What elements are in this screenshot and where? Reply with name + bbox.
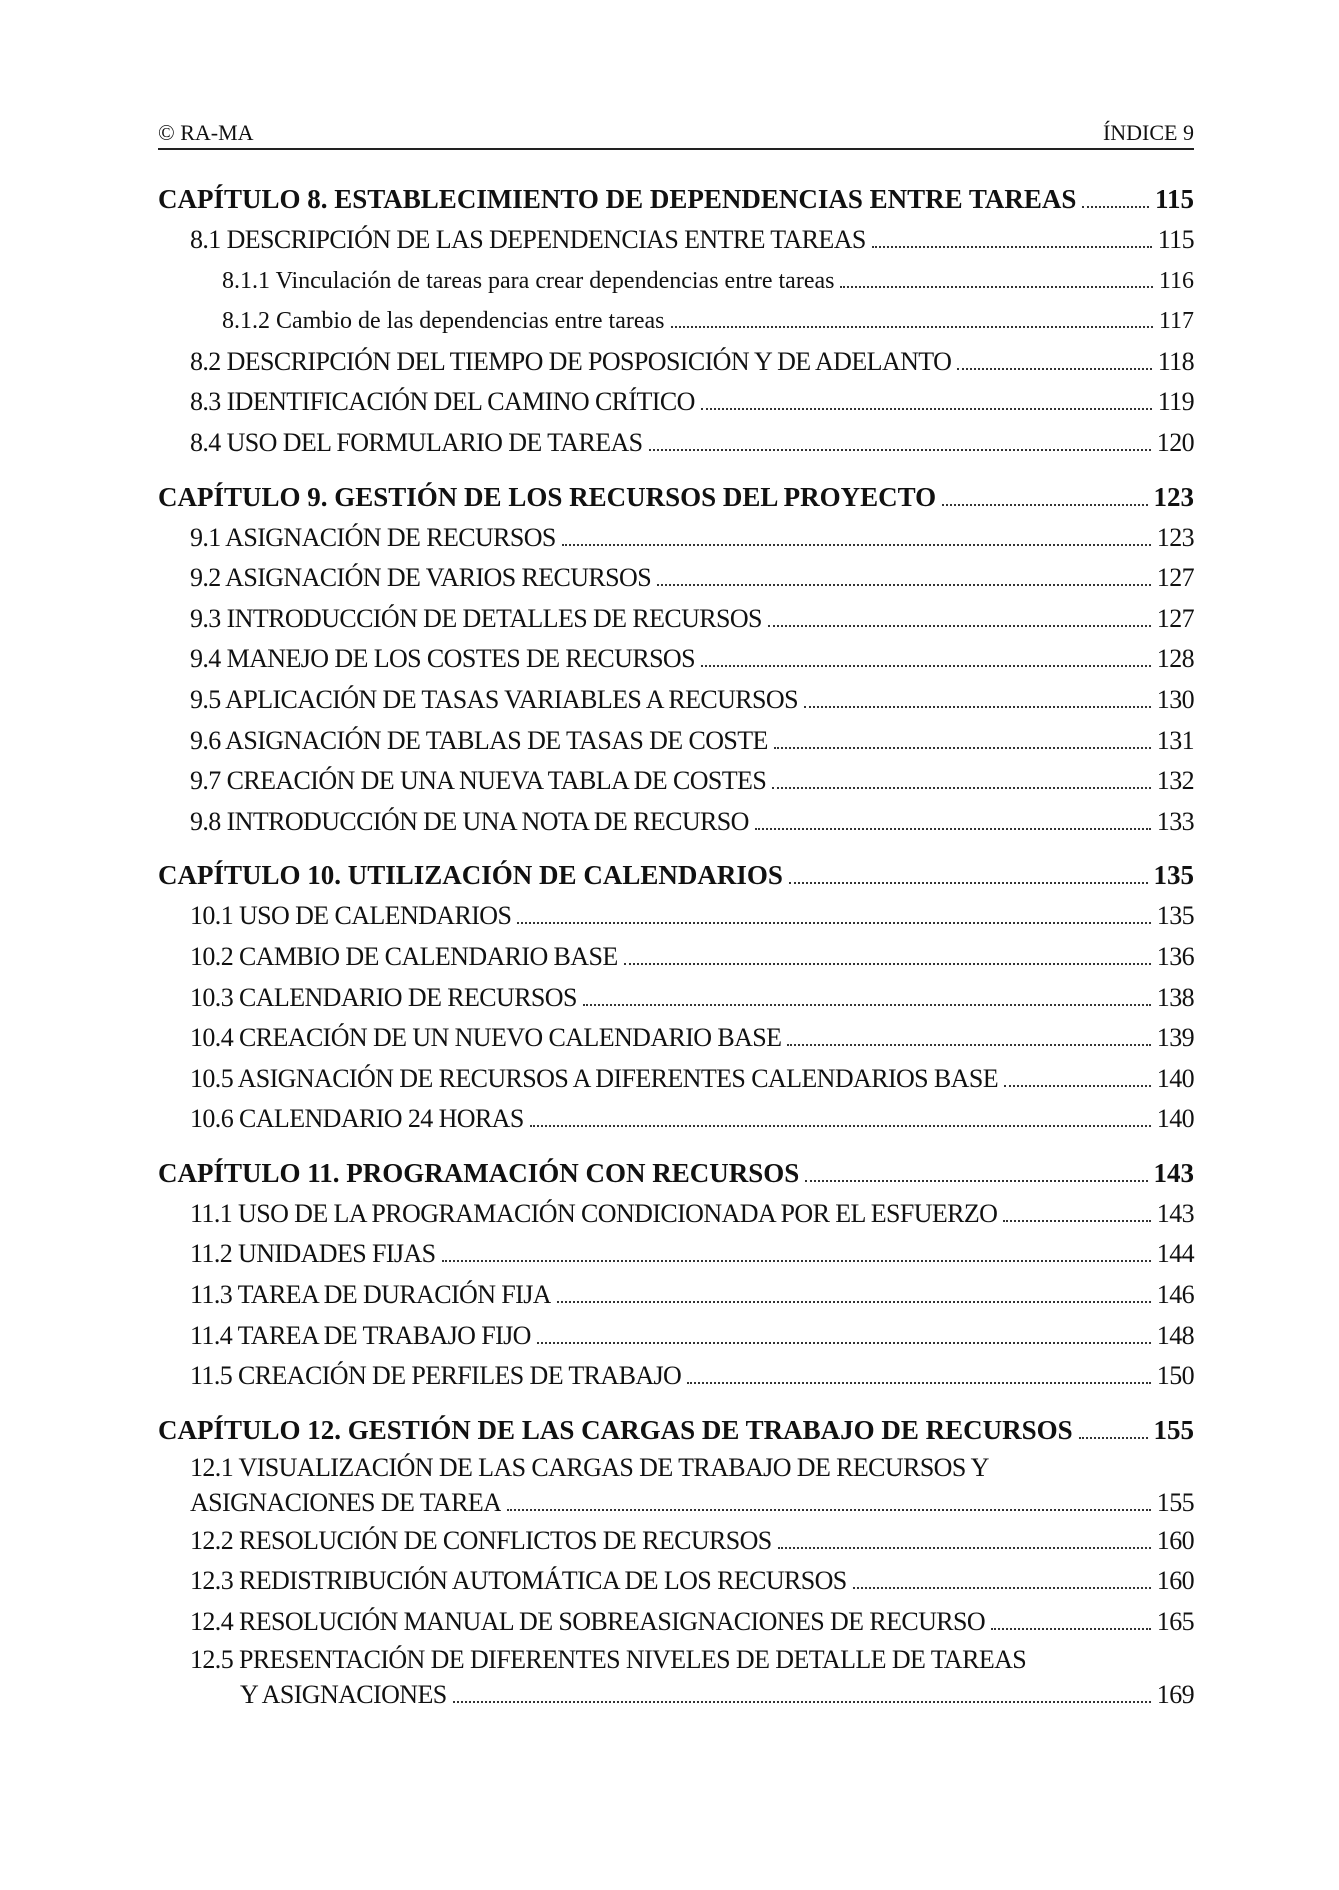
toc-entry[interactable]: 10.4 CREACIÓN DE UN NUEVO CALENDARIO BASE 139 <box>190 1023 1194 1053</box>
toc-entry[interactable]: 12.3 REDISTRIBUCIÓN AUTOMÁTICA DE LOS RECURSOS 160 <box>190 1566 1194 1596</box>
toc-entry[interactable]: 10.6 CALENDARIO 24 HORAS 140 <box>190 1104 1194 1134</box>
toc-entry[interactable]: 11.2 UNIDADES FIJAS 144 <box>190 1239 1194 1269</box>
toc-entry[interactable]: 8.4 USO DEL FORMULARIO DE TAREAS 120 <box>190 427 1194 457</box>
dot-leader <box>991 1628 1151 1630</box>
toc-subentry[interactable]: 8.1.1 Vinculación de tareas para crear dependencias entre tareas 116 <box>222 267 1194 294</box>
toc-entry[interactable]: 9.6 ASIGNACIÓN DE TABLAS DE TASAS DE COSTE 131 <box>190 725 1194 755</box>
toc-entry[interactable]: 12.2 RESOLUCIÓN DE CONFLICTOS DE RECURSOS 160 <box>190 1525 1194 1555</box>
chapter-heading[interactable]: CAPÍTULO 12. GESTIÓN DE LAS CARGAS DE TRABAJO DE RECURSOS 155 <box>158 1414 1194 1445</box>
dot-leader <box>517 922 1150 924</box>
dot-leader <box>530 1125 1151 1127</box>
dot-leader <box>805 1180 1147 1182</box>
page-header-index: ÍNDICE 9 <box>1102 120 1194 145</box>
dot-leader <box>787 1044 1150 1046</box>
chapter-heading[interactable]: CAPÍTULO 10. UTILIZACIÓN DE CALENDARIOS 135 <box>158 860 1194 891</box>
toc-entry-multiline[interactable]: 12.5 PRESENTACIÓN DE DIFERENTES NIVELES DE DETALLE DE TAREAS Y ASIGNACIONES 169 <box>158 1643 1194 1713</box>
dot-leader <box>562 544 1151 546</box>
toc-entry-continuation: ASIGNACIONES DE TAREA 155 <box>190 1487 1194 1517</box>
dot-leader <box>557 1301 1151 1303</box>
toc-entry-continuation: Y ASIGNACIONES 169 <box>240 1679 1194 1709</box>
chapter-9 <box>158 476 1194 843</box>
publisher-mark: © RA-MA <box>158 120 254 145</box>
dot-leader <box>755 828 1151 830</box>
toc-entry[interactable]: 8.2 DESCRIPCIÓN DEL TIEMPO DE POSPOSICIÓN Y DE ADELANTO 118 <box>190 346 1194 376</box>
dot-leader <box>583 1004 1151 1006</box>
dot-leader <box>804 706 1151 708</box>
chapter-heading[interactable]: CAPÍTULO 9. GESTIÓN DE LOS RECURSOS DEL PROYECTO 123 <box>158 481 1194 512</box>
dot-leader <box>957 368 1152 370</box>
toc-entry[interactable]: 11.4 TAREA DE TRABAJO FIJO 148 <box>190 1320 1194 1350</box>
toc-entry[interactable]: 9.7 CREACIÓN DE UNA NUEVA TABLA DE COSTES 132 <box>190 766 1194 796</box>
dot-leader <box>701 665 1151 667</box>
dot-leader <box>1003 1220 1150 1222</box>
dot-leader <box>687 1382 1151 1384</box>
dot-leader <box>942 504 1147 506</box>
dot-leader <box>624 963 1151 965</box>
chapter-11 <box>158 1152 1194 1397</box>
running-header <box>158 118 1194 150</box>
toc-subentry[interactable]: 8.1.2 Cambio de las dependencias entre tareas 117 <box>222 308 1194 335</box>
chapter-heading[interactable]: CAPÍTULO 11. PROGRAMACIÓN CON RECURSOS 143 <box>158 1157 1194 1188</box>
toc-entry[interactable]: 9.8 INTRODUCCIÓN DE UNA NOTA DE RECURSO 133 <box>190 806 1194 836</box>
chapter-12 <box>158 1409 1194 1713</box>
table-of-contents <box>158 178 1194 1725</box>
dot-leader <box>649 449 1151 451</box>
toc-entry[interactable]: 10.1 USO DE CALENDARIOS 135 <box>190 901 1194 931</box>
toc-entry[interactable]: 9.4 MANEJO DE LOS COSTES DE RECURSOS 128 <box>190 644 1194 674</box>
chapter-8 <box>158 178 1194 464</box>
toc-entry[interactable]: 11.5 CREACIÓN DE PERFILES DE TRABAJO 150 <box>190 1361 1194 1391</box>
dot-leader <box>768 625 1151 627</box>
dot-leader <box>657 584 1151 586</box>
toc-entry[interactable]: 9.3 INTRODUCCIÓN DE DETALLES DE RECURSOS 127 <box>190 603 1194 633</box>
toc-entry[interactable]: 9.1 ASIGNACIÓN DE RECURSOS 123 <box>190 522 1194 552</box>
toc-entry[interactable]: 10.3 CALENDARIO DE RECURSOS 138 <box>190 982 1194 1012</box>
dot-leader <box>778 1547 1151 1549</box>
chapter-10 <box>158 854 1194 1140</box>
dot-leader <box>671 326 1153 328</box>
toc-entry-multiline[interactable]: 12.1 VISUALIZACIÓN DE LAS CARGAS DE TRABAJO DE RECURSOS Y ASIGNACIONES DE TAREA 155 <box>158 1451 1194 1521</box>
toc-entry[interactable]: 10.5 ASIGNACIÓN DE RECURSOS A DIFERENTES CALENDARIOS BASE 140 <box>190 1063 1194 1093</box>
toc-entry[interactable]: 10.2 CAMBIO DE CALENDARIO BASE 136 <box>190 941 1194 971</box>
dot-leader <box>1079 1437 1148 1439</box>
dot-leader <box>701 408 1152 410</box>
toc-entry[interactable]: 8.1 DESCRIPCIÓN DE LAS DEPENDENCIAS ENTRE TAREAS 115 <box>190 225 1194 254</box>
dot-leader <box>1082 206 1149 208</box>
toc-entry[interactable]: 11.1 USO DE LA PROGRAMACIÓN CONDICIONADA POR EL ESFUERZO 143 <box>190 1198 1194 1228</box>
dot-leader <box>537 1342 1151 1344</box>
toc-entry[interactable]: 9.5 APLICACIÓN DE TASAS VARIABLES A RECURSOS 130 <box>190 684 1194 714</box>
toc-entry[interactable]: 9.2 ASIGNACIÓN DE VARIOS RECURSOS 127 <box>190 563 1194 593</box>
toc-entry[interactable]: 8.3 IDENTIFICACIÓN DEL CAMINO CRÍTICO 119 <box>190 387 1194 417</box>
dot-leader <box>507 1509 1151 1511</box>
toc-entry[interactable]: 11.3 TAREA DE DURACIÓN FIJA 146 <box>190 1280 1194 1310</box>
dot-leader <box>789 882 1148 884</box>
dot-leader <box>442 1260 1151 1262</box>
dot-leader <box>1004 1085 1151 1087</box>
toc-entry[interactable]: 12.4 RESOLUCIÓN MANUAL DE SOBREASIGNACIONES DE RECURSO 165 <box>190 1607 1194 1637</box>
dot-leader <box>453 1701 1151 1703</box>
dot-leader <box>872 246 1152 248</box>
dot-leader <box>772 787 1151 789</box>
chapter-heading[interactable]: CAPÍTULO 8. ESTABLECIMIENTO DE DEPENDENCIAS ENTRE TAREAS 115 <box>158 184 1194 214</box>
dot-leader <box>853 1587 1151 1589</box>
dot-leader <box>774 747 1151 749</box>
dot-leader <box>840 286 1152 288</box>
